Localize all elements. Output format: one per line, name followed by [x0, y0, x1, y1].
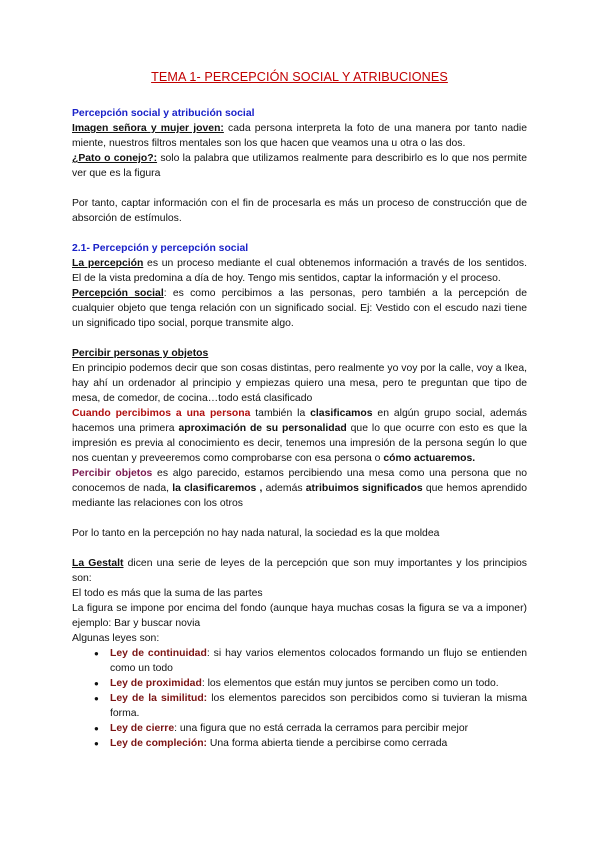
line-figura: La figura se impone por encima del fondo (aunque haya muchas cosas la figura se va a imponer) ejemplo: Bar y buscar novia: [72, 603, 527, 629]
text-fragment: que lo que ocurre con esto es que la impresión es previa al conocimiento es decir, tenemos una impresión de la persona según lo que nos cuentan y preveeremos como comprobarse con esa persona o: [72, 423, 528, 464]
term-ley: Ley de continuidad: [110, 648, 207, 659]
term-pato-conejo: ¿Pato o conejo?:: [72, 153, 158, 164]
text-fragment: en algún grupo social, además hacemos una primera: [72, 408, 527, 434]
section-heading-percibir: Percibir personas y objetos: [72, 348, 209, 359]
paragraph-imagen: [72, 121, 527, 151]
text-la-percepcion: es un proceso mediante el cual obtenemos información a través de los sentidos. El de la vista predomina a día de hoy. Tengo mis sentidos, captar la información y el proceso.: [72, 258, 527, 284]
list-item-ley-complecion: [110, 736, 527, 751]
line-todo: El todo es más que la suma de las partes: [72, 588, 263, 599]
paragraph-por-lo-tanto: Por lo tanto en la percepción no hay nada natural, la sociedad es la que moldea: [72, 528, 440, 539]
term-ley: Ley de la similitud:: [110, 693, 208, 704]
text-ley: : una figura que no está cerrada la cerramos para percibir mejor: [174, 723, 469, 734]
paragraph-percibir-persona: [72, 406, 527, 466]
paragraph-en-principio: En principio podemos decir que son cosas distintas, pero realmente yo voy por la calle, voy a Ikea, hay ahí un ordenador al principio y empiezas quiero una mesa, pero te preguntan que tipo de mesa, de comedor, de cocina…todo está clasificado: [72, 363, 527, 404]
text-fragment: además: [262, 483, 306, 494]
list-item-ley-similitud: [110, 691, 527, 721]
text-ley: Una forma abierta tiende a percibirse como cerrada: [207, 738, 448, 749]
text-fragment: es algo parecido, estamos percibiendo una mesa como una persona que no conocemos de nada,: [72, 468, 527, 494]
term-atribuimos: atribuimos significados: [305, 483, 423, 494]
text-ley: los elementos parecidos son percibidos como si tuvieran la misma forma.: [110, 693, 527, 719]
paragraph-la-percepcion: [72, 256, 527, 286]
term-ley: Ley de cierre: [110, 723, 175, 734]
paragraph-percepcion-social: [72, 286, 527, 331]
laws-list: [72, 646, 527, 751]
text-percepcion-social: : es como percibimos a las personas, pero también a la percepción de cualquier objeto que tenga relación con un significado social. Ej: Vestido con el escudo nazi tiene un significado tipo social, porque transmite algo.: [72, 288, 527, 329]
term-imagen: Imagen señora y mujer joven:: [72, 123, 224, 134]
list-item-ley-cierre: [110, 721, 527, 736]
paragraph-pato-conejo: [72, 151, 527, 181]
document-page: [72, 70, 527, 751]
text-gestalt: dicen una serie de leyes de la percepción que son muy importantes y los principios son:: [72, 558, 527, 584]
term-ley: Ley de proximidad: [110, 678, 202, 689]
term-percepcion-social: Percepción social: [72, 288, 164, 299]
term-clasificaremos: la clasificaremos ,: [172, 483, 263, 494]
term-aproximacion: aproximación de su personalidad: [178, 423, 347, 434]
section-heading-2-1: 2.1- Percepción y percepción social: [72, 243, 249, 254]
term-percibir-objetos: Percibir objetos: [72, 468, 153, 479]
line-algunas-leyes: Algunas leyes son:: [72, 633, 160, 644]
list-item-ley-proximidad: [110, 676, 527, 691]
paragraph-conclusion: Por tanto, captar información con el fin de procesarla es más un proceso de construcción que de absorción de estímulos.: [72, 198, 527, 224]
text-imagen: cada persona interpreta la foto de una manera por tanto nadie miente, nuestros filtros mentales son los que hacen que veamos una u otra o las dos.: [72, 123, 528, 149]
term-la-percepcion: La percepción: [72, 258, 144, 269]
paragraph-percibir-objetos: [72, 466, 527, 511]
text-fragment: también la: [250, 408, 311, 419]
list-item-ley-continuidad: [110, 646, 527, 676]
text-fragment: que hemos aprendido mediante las relaciones con los otros: [72, 483, 527, 509]
term-percibir-persona: Cuando percibimos a una persona: [72, 408, 251, 419]
text-ley: : los elementos que están muy juntos se perciben como un todo.: [201, 678, 499, 689]
term-gestalt: La Gestalt: [72, 558, 124, 569]
page-title: TEMA 1- PERCEPCIÓN SOCIAL Y ATRIBUCIONES: [151, 70, 448, 84]
text-pato-conejo: solo la palabra que utilizamos realmente para describirlo es lo que nos permite ver que es la figura: [72, 153, 527, 179]
term-como-actuaremos: cómo actuaremos.: [383, 453, 476, 464]
term-clasificamos: clasificamos: [310, 408, 373, 419]
paragraph-gestalt: [72, 556, 527, 586]
text-ley: : si hay varios elementos colocados formando un flujo se entienden como un todo: [110, 648, 528, 674]
section-heading-percepcion-social: Percepción social y atribución social: [72, 108, 255, 119]
term-ley: Ley de compleción:: [110, 738, 208, 749]
